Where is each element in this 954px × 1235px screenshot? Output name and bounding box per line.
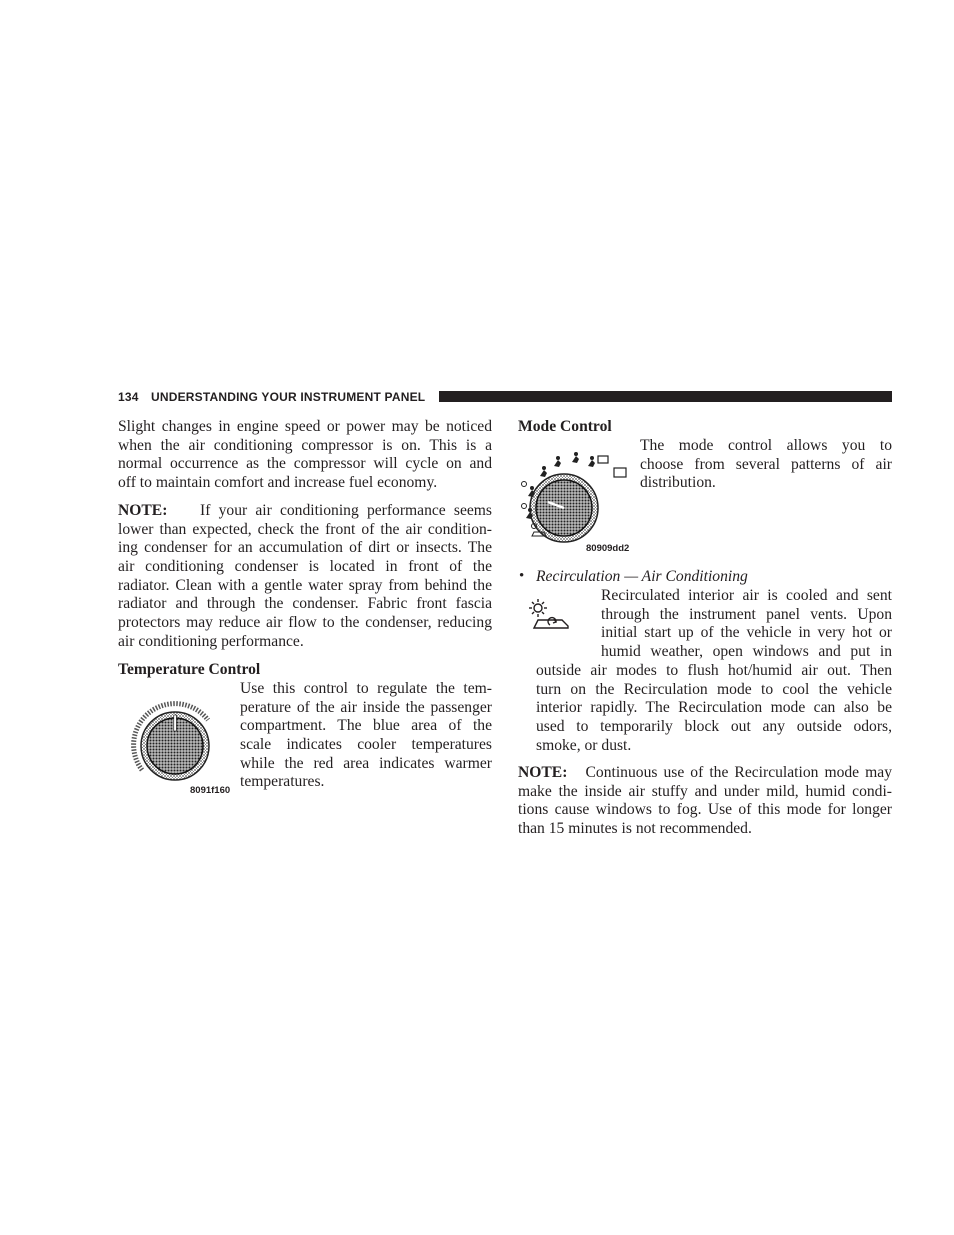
- note-label: NOTE:: [118, 502, 168, 519]
- mode-knob-illustration: [518, 448, 634, 544]
- recirculation-ac-icon: [528, 598, 572, 632]
- text-line: initial start up of the vehicle in very hot or: [601, 624, 892, 642]
- text-line: outside air modes to flush hot/humid air out. Then: [536, 662, 892, 679]
- temperature-knob-illustration: [128, 700, 218, 784]
- text-line: than 15 minutes is not recommended.: [518, 820, 752, 838]
- text-line: If your air conditioning performance seems: [200, 502, 492, 519]
- text-line: humid weather, open windows and put in: [601, 643, 892, 661]
- text-line: while the red area indicates warmer: [240, 754, 492, 772]
- text-line: protectors may reduce air flow to the condenser, reducing: [118, 614, 492, 632]
- recirculation-paragraph-full: [536, 662, 892, 755]
- text-line: used to temporarily block out any outside odors,: [536, 718, 892, 736]
- note-label: NOTE:: [518, 764, 568, 781]
- mode-paragraph: [640, 437, 892, 493]
- person-airflow-icon: [588, 456, 595, 467]
- text-line: Continuous use of the Recirculation mode may: [585, 764, 892, 781]
- text-line: distribution.: [640, 474, 716, 492]
- text-line: tions cause windows to fog. Use of this mode for longer: [518, 801, 892, 819]
- text-line: ing condenser for an accumulation of dirt or insects. The: [118, 539, 492, 557]
- page-header: [118, 389, 892, 405]
- text-line: temperatures.: [240, 773, 325, 791]
- page-number: 134: [118, 390, 139, 404]
- text-line: air conditioning performance.: [118, 632, 304, 650]
- text-line: scale indicates cooler temperatures: [240, 736, 492, 754]
- text-line: lower than expected, check the front of the air condition-: [118, 520, 492, 538]
- text-line: smoke, or dust.: [536, 736, 632, 754]
- ac-sun-icon: [522, 504, 527, 509]
- person-airflow-icon: [540, 466, 547, 477]
- intro-paragraph: [118, 418, 492, 493]
- figure-code: 80909dd2: [586, 543, 630, 554]
- text-line: Slight changes in engine speed or power may be noticed: [118, 418, 492, 435]
- note-paragraph-2: [518, 764, 892, 839]
- text-line: Use this control to regulate the tem-: [240, 680, 492, 697]
- text-line: radiator. Clean with a gentle water spray from behind the: [118, 576, 492, 594]
- text-line: compartment. The blue area of the: [240, 717, 492, 735]
- text-line: interior rapidly. The Recirculation mode can also be: [536, 699, 892, 717]
- text-line: Recirculated interior air is cooled and sent: [601, 587, 892, 604]
- temperature-paragraph: [240, 680, 492, 792]
- person-airflow-icon: [572, 452, 579, 463]
- text-line: air conditioning condenser is located in front of the: [118, 558, 492, 576]
- defrost-icon: [598, 456, 608, 463]
- text-line: turn on the Recirculation mode to cool the vehicle: [536, 680, 892, 698]
- windshield-defrost-icon: [614, 468, 626, 477]
- temperature-control-heading: Temperature Control: [118, 661, 261, 678]
- text-line: perature of the air inside the passenger: [240, 698, 492, 716]
- text-line: choose from several patterns of air: [640, 455, 892, 473]
- bullet-dot: •: [519, 568, 525, 584]
- text-line: The mode control allows you to: [640, 437, 892, 454]
- ac-sun-icon: [522, 482, 527, 487]
- section-title: UNDERSTANDING YOUR INSTRUMENT PANEL: [151, 390, 426, 404]
- text-line: through the instrument panel vents. Upon: [601, 605, 892, 623]
- note-paragraph-1: [118, 502, 492, 652]
- header-rule: [439, 391, 892, 402]
- recirculation-bullet-title: Recirculation — Air Conditioning: [536, 568, 748, 585]
- text-line: normal occurrence as the compressor will cycle on and: [118, 455, 492, 473]
- recirculation-paragraph-wrap: [601, 587, 892, 662]
- text-line: off to maintain comfort and increase fuel economy.: [118, 474, 438, 492]
- person-airflow-icon: [554, 456, 561, 467]
- mode-control-heading: Mode Control: [518, 418, 612, 435]
- text-line: radiator and through the condenser. Fabric front fascia: [118, 595, 492, 613]
- text-line: make the inside air stuffy and under mild, humid condi-: [518, 782, 892, 800]
- figure-code: 8091f160: [190, 785, 231, 796]
- text-line: when the air conditioning compressor is on. This is a: [118, 436, 492, 454]
- knob-indicator: [174, 715, 177, 731]
